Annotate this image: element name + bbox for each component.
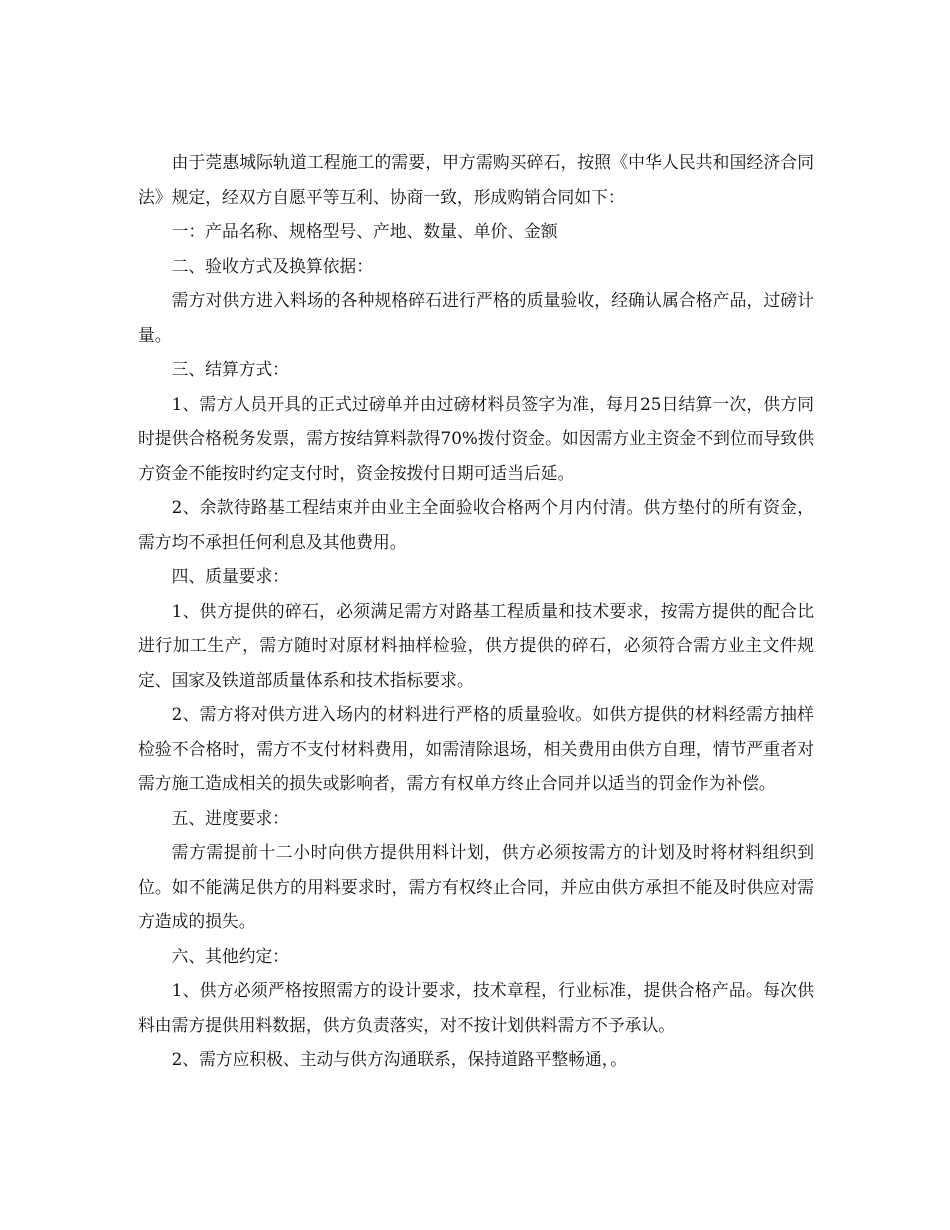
section-3-item-2: 2、余款待路基工程结束并由业主全面验收合格两个月内付清。供方垫付的所有资金，需方均不承担任何利息及其他费用。 [138, 497, 814, 552]
section-6-heading: 六、其他约定： [171, 945, 290, 966]
section-4-item-2: 2、需方将对供方进入场内的材料进行严格的质量验收。如供方提供的材料经需方抽样检验不合格时，需方不支付材料费用，如需清除退场，相关费用由供方自理，情节严重者对需方施工造成相关的损失或影响者，需方有权单方终止合同并以适当的罚金作为补偿。 [138, 704, 814, 793]
document-body [138, 145, 814, 1077]
section-5-body: 需方需提前十二小时向供方提供用料计划，供方必须按需方的计划及时将材料组织到位。如不能满足供方的用料要求时，需方有权终止合同，并应由供方承担不能及时供应对需方造成的损失。 [138, 842, 814, 931]
section-4-item-1: 1、供方提供的碎石，必须满足需方对路基工程质量和技术要求，按需方提供的配合比进行加工生产，需方随时对原材料抽样检验，供方提供的碎石，必须符合需方业主文件规定、国家及铁道部质量体系和技术指标要求。 [138, 600, 814, 690]
section-2-body: 需方对供方进入料场的各种规格碎石进行严格的质量验收，经确认属合格产品，过磅计量。 [138, 290, 814, 345]
section-4-heading: 四、质量要求： [171, 566, 290, 586]
section-6-item-1: 1、供方必须严格按照需方的设计要求，技术章程，行业标准，提供合格产品。每次供料由需方提供用料数据，供方负责落实，对不按计划供料需方不予承认。 [138, 980, 814, 1035]
section-5-heading: 五、进度要求： [171, 807, 290, 828]
section-3-item-1: 1、需方人员开具的正式过磅单并由过磅材料员签字为准，每月25日结算一次，供方同时提供合格税务发票，需方按结算料款得70%拨付资金。如因需方业主资金不到位而导致供方资金不能按时约定支付时，资金按拨付日期可适当后延。 [138, 393, 814, 483]
section-6-item-2: 2、需方应积极、主动与供方沟通联系，保持道路平整畅通，。 [171, 1049, 627, 1069]
section-3-heading: 三、结算方式： [171, 359, 290, 379]
section-1-heading: 一：产品名称、规格型号、产地、数量、单价、金额 [171, 221, 558, 241]
section-2-heading: 二、验收方式及换算依据： [171, 255, 373, 276]
paragraph-preamble: 由于莞惠城际轨道工程施工的需要，甲方需购买碎石，按照《中华人民共和国经济合同法》规定，经双方自愿平等互利、协商一致，形成购销合同如下： [138, 152, 814, 207]
